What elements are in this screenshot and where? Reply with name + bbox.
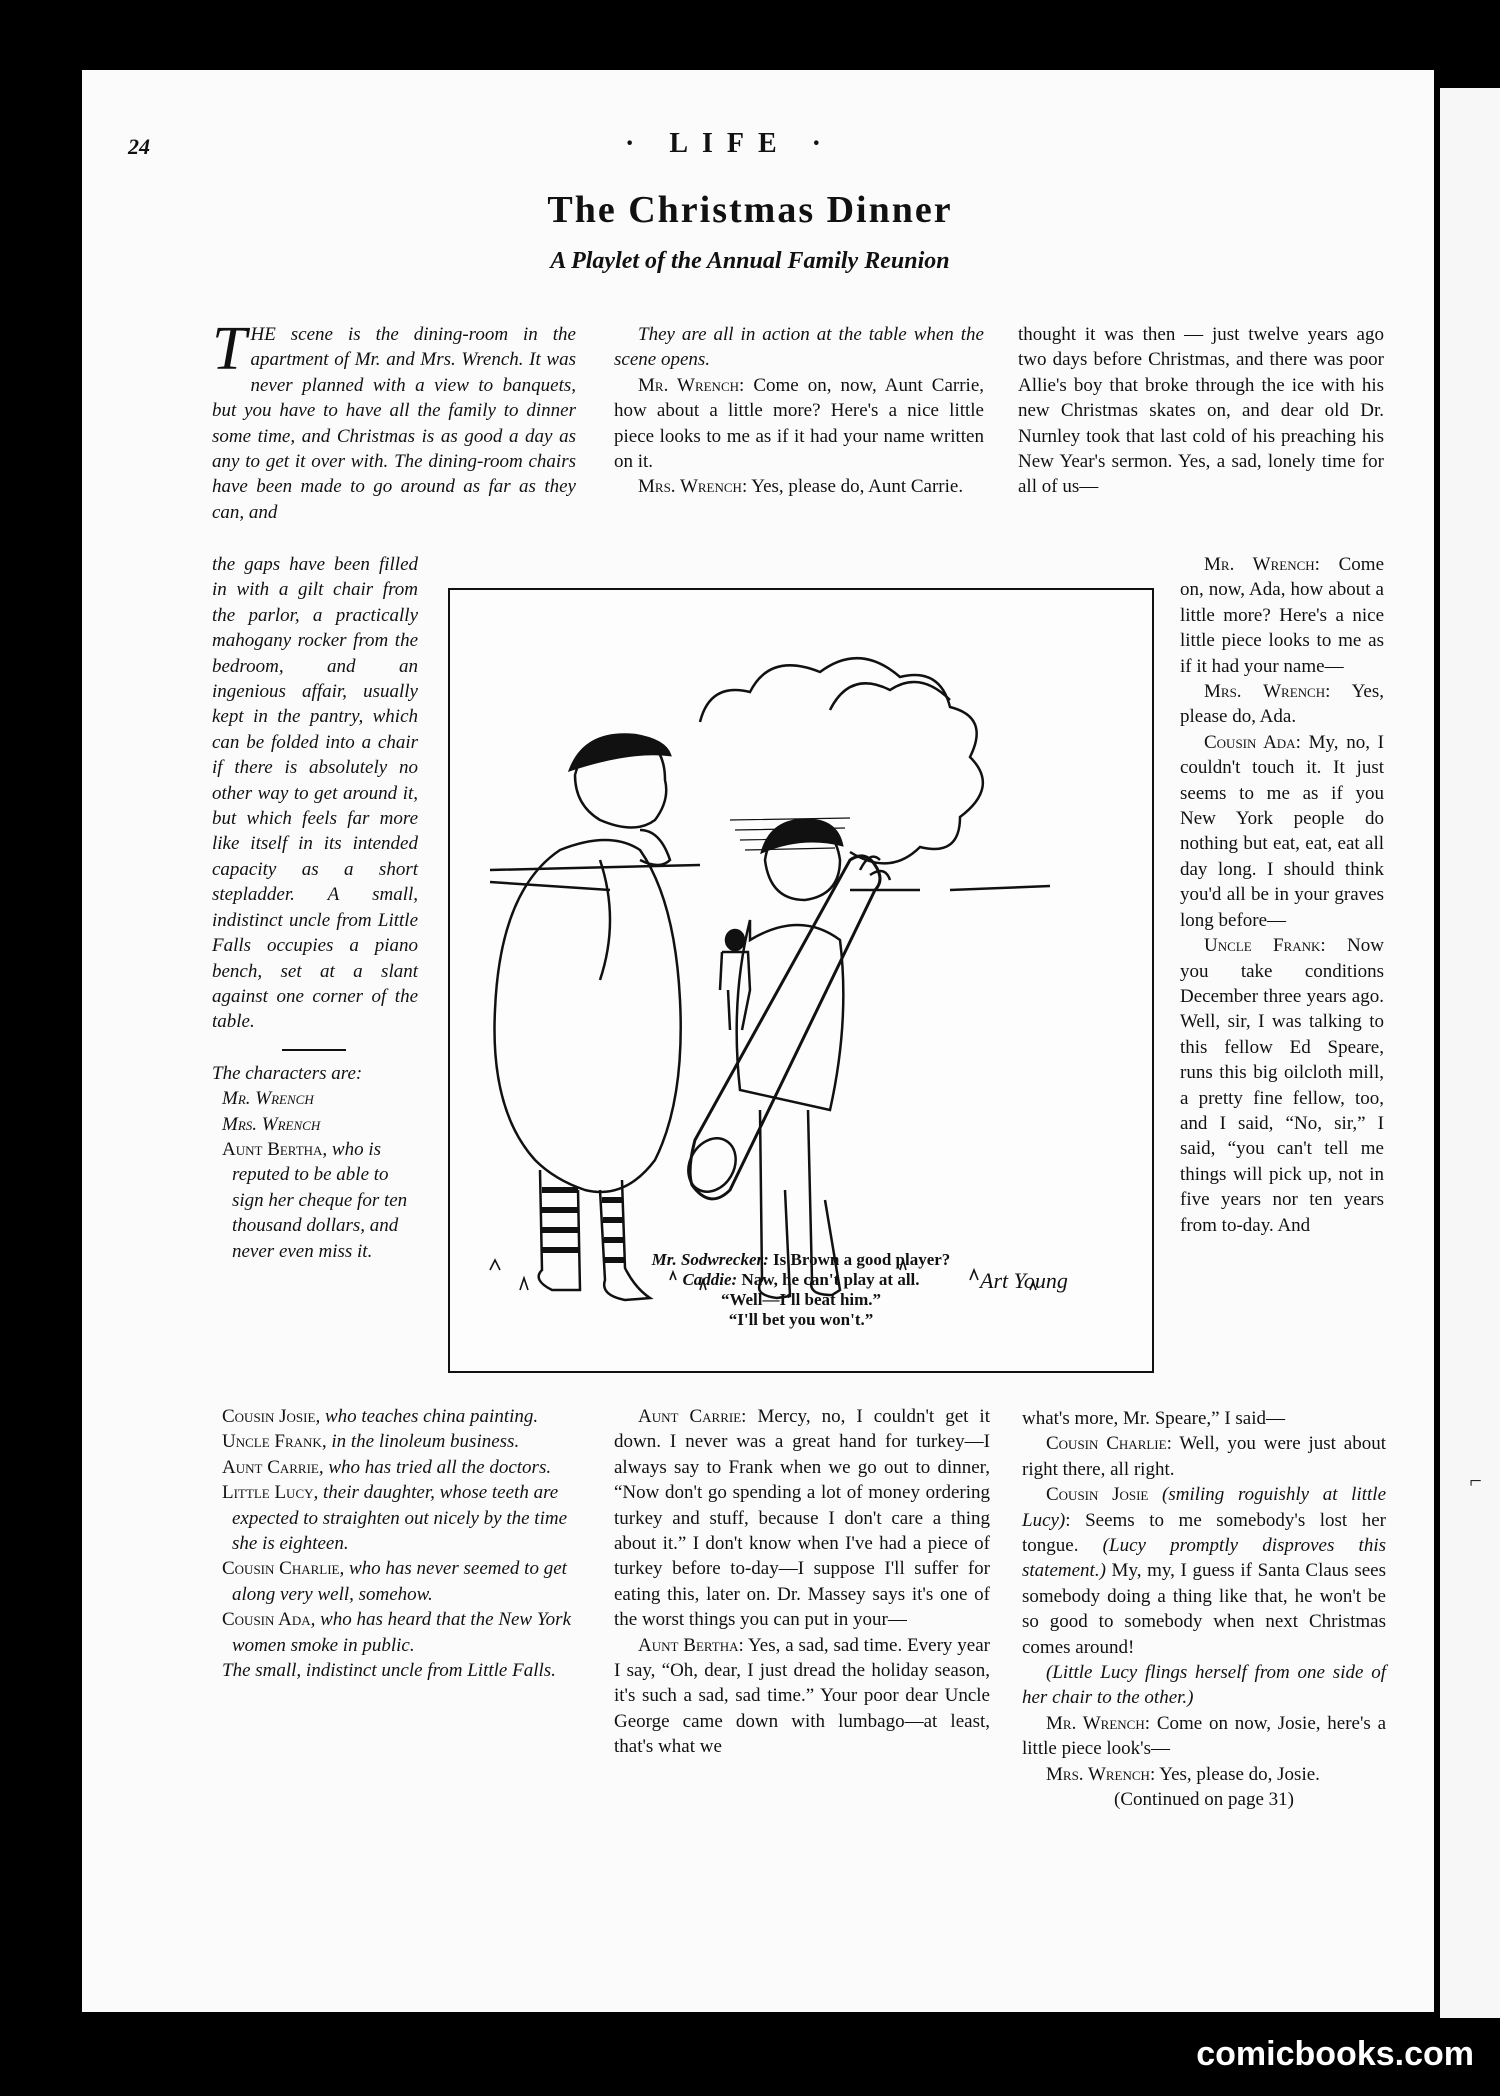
cast-item: Cousin Charlie, who has never seemed to get along very well, somehow. bbox=[222, 1558, 567, 1605]
golfer-cap bbox=[570, 734, 670, 770]
watermark: comicbooks.com bbox=[1196, 2035, 1474, 2073]
col3-bottom bbox=[1022, 1406, 1386, 1813]
cast-item: Mr. Wrench bbox=[222, 1088, 314, 1110]
caddie-body bbox=[737, 920, 844, 1110]
col1-cast-wide bbox=[212, 1404, 580, 1683]
caddie-cap bbox=[762, 820, 842, 852]
col1-narrow-text: the gaps have been filled in with a gilt chair from the parlor, a practically mahogany rocker from the bedroom, and an ingenious affair, usually kept in the pantry, which can be folded into a chair if there is absolutely no other way to get around it, but which feels far more like itself in its intended capacity as a short stepladder. A small, indistinct uncle from Little Falls occupies a piano bench, set at a slant against one corner of the table. bbox=[212, 554, 418, 1033]
dialogue-line: Mrs. Wrench: Yes, please do, Aunt Carrie. bbox=[638, 476, 964, 498]
cast-item: Cousin Josie, who teaches china painting. bbox=[222, 1406, 539, 1427]
cloud-2 bbox=[830, 682, 950, 710]
cast-item: Mrs. Wrench bbox=[222, 1113, 321, 1135]
cast-item: Aunt Bertha, who is reputed to be able to sign her cheque for ten thousand dollars, and never even miss it. bbox=[222, 1138, 408, 1262]
dialogue-line: Mrs. Wrench: Yes, please do, Josie. bbox=[1046, 1763, 1320, 1785]
cast-item: Cousin Ada, who has heard that the New York women smoke in public. bbox=[222, 1609, 571, 1656]
cast-item: The small, indistinct uncle from Little Falls. bbox=[222, 1660, 556, 1682]
dialogue-line: Aunt Carrie: Mercy, no, I couldn't get it down. I never was a great hand for turkey—I always say to Frank when we go out to dinner, “Now don't go spending a lot of money ordering turkey and stuff, because I don't care a thing about it.” I don't know when I've had a piece of turkey before to-day—I suppose I'll suffer for eating this, later on. Dr. Massey says it's one of the worst things you can put in your— bbox=[614, 1406, 990, 1631]
dialogue-line: Cousin Ada: My, no, I couldn't touch it. It just seems to me as if you New York people do nothing but eat, eat, eat all day long. I should think you'd all be in your graves long before— bbox=[1180, 731, 1384, 931]
distant-figure-head bbox=[726, 930, 744, 950]
article-title: The Christmas Dinner bbox=[547, 189, 953, 231]
stage-direction: (Little Lucy flings herself from one side of her chair to the other.) bbox=[1022, 1662, 1386, 1709]
col1-narrow bbox=[212, 552, 418, 1264]
cast-item: Uncle Frank, in the linoleum business. bbox=[222, 1431, 520, 1453]
adjacent-page-edge bbox=[1440, 88, 1500, 2018]
adjacent-page-mark: ⌐ bbox=[1468, 1468, 1483, 1493]
col1-intro-text: HE scene is the dining-room in the apartment of Mr. and Mrs. Wrench. It was never planned with a view to banquets, but you have to have all the family to dinner some time, and Christmas is as good a day as any to get it over with. The dining-room chairs have been made to go around as far as they can, and bbox=[212, 324, 576, 523]
artist-signature: Art Young bbox=[980, 1268, 1068, 1293]
dialogue-line: Mr. Wrench: Come on now, Josie, here's a little piece look's— bbox=[1022, 1712, 1387, 1760]
stage-direction: They are all in action at the table when the scene opens. bbox=[614, 324, 984, 371]
dialogue-line: Mrs. Wrench: Yes, please do, Ada. bbox=[1180, 681, 1384, 728]
cast-item: Aunt Carrie, who has tried all the doctors. bbox=[222, 1456, 552, 1478]
dialogue-line: Uncle Frank: Now you take conditions December three years ago. Well, sir, I was talking to this fellow Ed Speare, runs this big oilcloth mill, a pretty fine fellow, too, and I said, “No, sir,” I said, “you can't tell me things will pick up, not in five years nor ten years from to-day. And bbox=[1180, 935, 1384, 1236]
dialogue-continued: what's more, Mr. Speare,” I said— bbox=[1022, 1408, 1286, 1429]
golf-bag-opening bbox=[679, 1130, 745, 1200]
continued-note: (Continued on page 31) bbox=[1114, 1789, 1294, 1811]
drop-cap: T bbox=[212, 315, 247, 383]
characters-heading: The characters are: bbox=[212, 1062, 363, 1084]
golfer-body bbox=[495, 840, 681, 1192]
cloud bbox=[700, 658, 983, 863]
col1-intro bbox=[212, 315, 576, 525]
dialogue-line: Cousin Josie (smiling roguishly at little Lucy): Seems to me somebody's lost her tongue. (Lucy promptly disproves this statement.) My, my, I guess if Santa Claus sees somebody doing a thing like that, he won't be so good to somebody when next Christmas comes around! bbox=[1022, 1484, 1386, 1658]
cast-item: Little Lucy, their daughter, whose teeth are expected to straighten out nicely by the time she is eighteen. bbox=[222, 1482, 568, 1555]
golf-bag bbox=[690, 856, 880, 1199]
distant-figure bbox=[720, 952, 750, 1030]
dialogue-line: Aunt Bertha: Yes, a sad, sad time. Every year I say, “Oh, dear, I just dread the holiday season, it's such a sad, sad time.” Your poor dear Uncle George came down with lumbago—at least, that's what we bbox=[614, 1634, 990, 1758]
section-rule bbox=[282, 1049, 346, 1051]
col3-narrow bbox=[1180, 552, 1384, 1238]
col2-top bbox=[614, 322, 984, 500]
article-subtitle: A Playlet of the Annual Family Reunion bbox=[550, 248, 950, 274]
page-number: 24 bbox=[128, 134, 150, 159]
cartoon-illustration bbox=[448, 588, 1154, 1373]
col3-top-text: thought it was then — just twelve years ago two days before Christmas, and there was poor Allie's boy that broke through the ice with his new Christmas skates on, and dear old Dr. Nurnley took that last cold of his preaching his New Year's sermon. Yes, a sad, lonely time for all of us— bbox=[1018, 324, 1384, 498]
col2-bottom bbox=[614, 1404, 990, 1760]
dialogue-line: Mr. Wrench: Come on, now, Ada, how about a little more? Here's a nice little piece looks to me as if it had your name— bbox=[1180, 554, 1385, 677]
running-head: · LIFE · bbox=[624, 128, 836, 159]
col3-top bbox=[1018, 322, 1384, 500]
dialogue-line: Cousin Charlie: Well, you were just about right there, all right. bbox=[1022, 1433, 1387, 1480]
golfer-arms bbox=[600, 830, 670, 980]
dialogue-line: Mr. Wrench: Come on, now, Aunt Carrie, how about a little more? Here's a nice little piece looks to me as if it had your name written on it. bbox=[614, 374, 985, 473]
cartoon-caption: Mr. Sodwrecker: Is Brown a good player? Caddie: Naw, he can't play at all. “Well—I'll beat him.” “I'll bet you won't.” bbox=[651, 1250, 951, 1329]
